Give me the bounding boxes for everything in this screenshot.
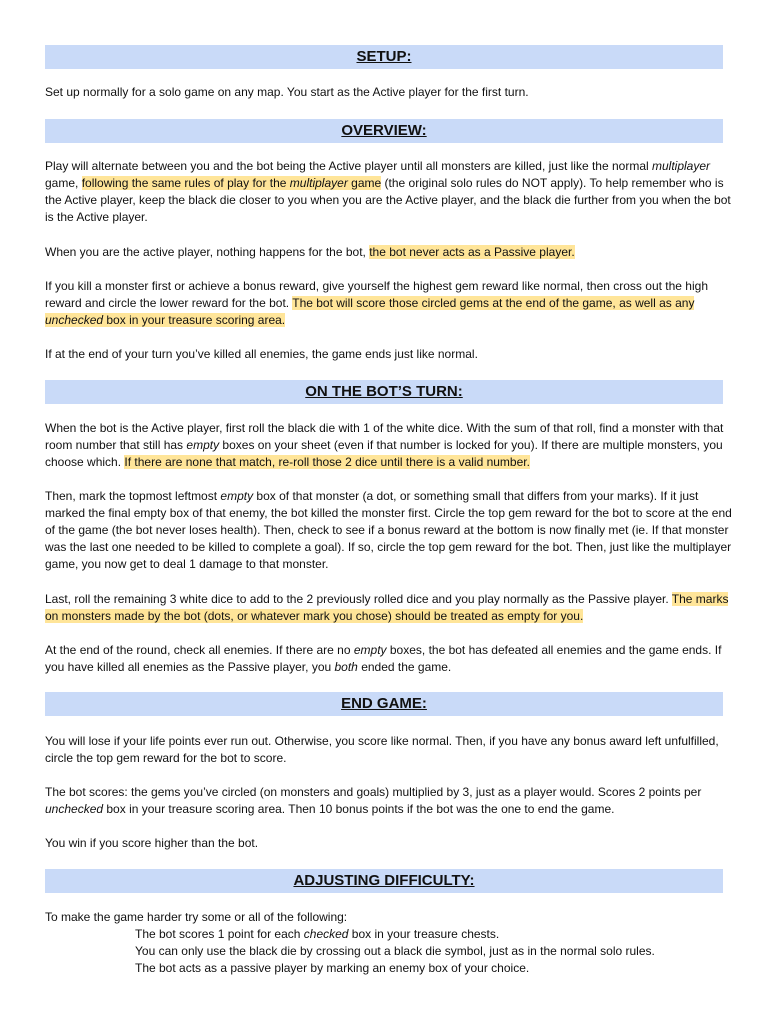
bot-turn-paragraph-3: Last, roll the remaining 3 white dice to add to the 2 previously rolled dice and you play normally as the Passive player. The marks on monsters made by the bot (dots, or whatever mark you chose) should be treated as empty for you.	[45, 592, 729, 623]
difficulty-item-1: The bot scores 1 point for each checked box in your treasure chests.	[135, 927, 500, 941]
end-game-heading-text: END GAME:	[341, 695, 427, 712]
bot-turn-paragraph-4: At the end of the round, check all enemies. If there are no empty boxes, the bot has defeated all enemies and the game ends. If you have killed all enemies as the Passive player, you both ended the game.	[45, 643, 722, 674]
difficulty-heading	[45, 869, 723, 893]
difficulty-heading-text: ADJUSTING DIFFICULTY:	[293, 872, 475, 889]
highlight: following the same rules of play for the multiplayer game	[81, 176, 382, 190]
end-game-heading	[45, 692, 723, 716]
highlight: The marks on monsters made by the bot (dots, or whatever mark you chose) should be treated as empty for you.	[45, 592, 729, 623]
bot-turn-paragraph-2: Then, mark the topmost leftmost empty box of that monster (a dot, or something small that differs from your marks). If it just marked the final empty box of that enemy, the bot killed the monster first. Circle the top gem reward for the bot to score at the end of the game (the bot never loses health). Then, check to see if a bonus reward at the bottom is now finally met (ie. If that monster was the last one needed to be killed to complete a goal). If so, circle the top gem reward for the bot. Then, just like the multiplayer game, you now get to deal 1 damage to that monster.	[45, 489, 732, 571]
setup-heading	[45, 45, 723, 69]
end-game-paragraph-2: The bot scores: the gems you’ve circled (on monsters and goals) multiplied by 3, just as a player would. Scores 2 points per unchecked box in your treasure scoring area. Then 10 bonus points if the bot was the one to end the game.	[45, 785, 702, 816]
setup-paragraph: Set up normally for a solo game on any map. You start as the Active player for the first turn.	[45, 85, 529, 99]
overview-heading-text: OVERVIEW:	[341, 122, 427, 139]
end-game-paragraph-3: You win if you score higher than the bot.	[45, 836, 259, 850]
bot-turn-paragraph-1: When the bot is the Active player, first roll the black die with 1 of the white dice. With the sum of that roll, find a monster with that room number that still has empty boxes on your sheet (even if that number is locked for you). If there are multiple monsters, you choose which. If there are none that match, re-roll those 2 dice until there is a valid number.	[45, 421, 724, 469]
difficulty-intro: To make the game harder try some or all of the following:	[45, 910, 348, 924]
highlight: The bot will score those circled gems at the end of the game, as well as any unchecked box in your treasure scoring area.	[45, 296, 695, 327]
bot-turn-heading-text: ON THE BOT’S TURN:	[305, 383, 463, 400]
end-game-paragraph-1: You will lose if your life points ever run out. Otherwise, you score like normal. Then, if you have any bonus award left unfulfilled, circle the top gem reward for the bot to score.	[45, 734, 719, 765]
difficulty-item-2: You can only use the black die by crossing out a black die symbol, just as in the normal solo rules.	[135, 944, 655, 958]
highlight: If there are none that match, re-roll those 2 dice until there is a valid number.	[124, 455, 530, 469]
difficulty-item-3: The bot acts as a passive player by marking an enemy box of your choice.	[135, 961, 530, 975]
highlight: the bot never acts as a Passive player.	[369, 245, 575, 259]
overview-paragraph-3: If you kill a monster first or achieve a bonus reward, give yourself the highest gem reward like normal, then cross out the high reward and circle the lower reward for the bot. The bot will score those circled gems at the end of the game, as well as any unchecked box in your treasure scoring area.	[45, 279, 708, 327]
overview-paragraph-1: Play will alternate between you and the bot being the Active player until all monsters are killed, just like the normal multiplayer game, following the same rules of play for the multiplayer game (the original solo rules do NOT apply). To help remember who is the Active player, keep the black die closer to you when you are the Active player, and the black die further from you when the bot is the Active player.	[45, 159, 731, 224]
bot-turn-heading	[45, 380, 723, 404]
overview-heading	[45, 119, 723, 143]
overview-paragraph-4: If at the end of your turn you’ve killed all enemies, the game ends just like normal.	[45, 347, 478, 361]
setup-heading-text: SETUP:	[356, 48, 412, 65]
overview-paragraph-2: When you are the active player, nothing happens for the bot, the bot never acts as a Passive player.	[45, 245, 575, 259]
